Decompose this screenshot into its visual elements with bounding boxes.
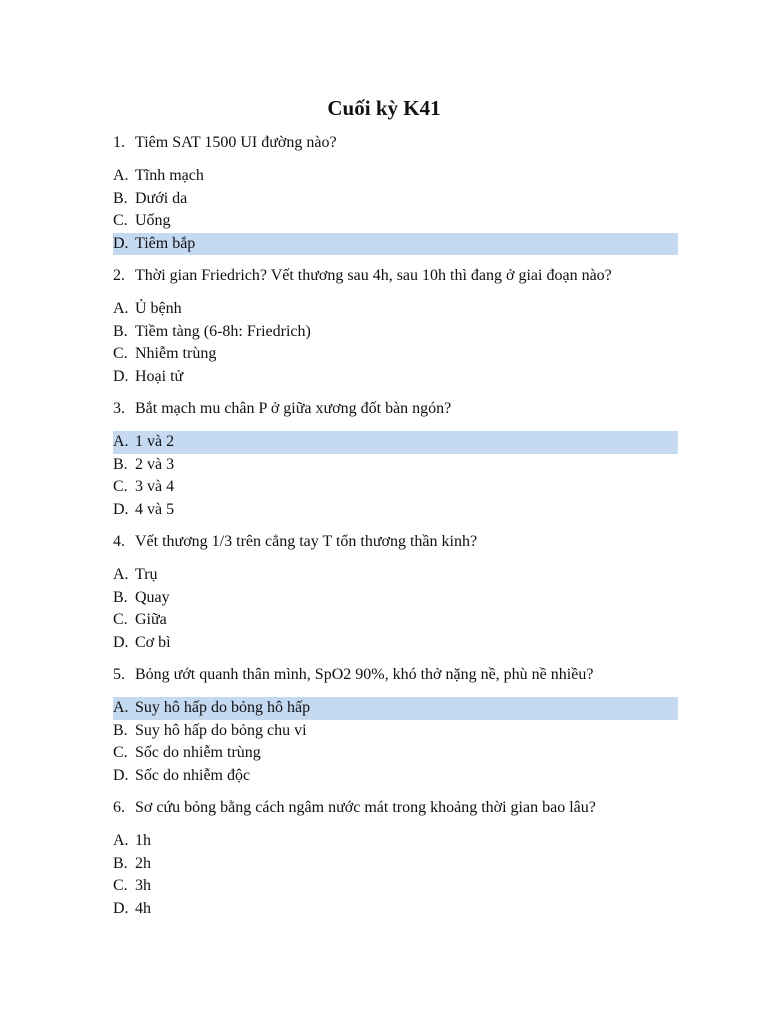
- option-d: [113, 632, 678, 655]
- option-letter: D.: [113, 367, 129, 385]
- option-a: [113, 564, 678, 587]
- option-text: Trụ: [135, 566, 158, 583]
- option-list: [113, 697, 678, 787]
- option-text: Dưới da: [135, 189, 188, 207]
- question-number: 5.: [113, 666, 125, 683]
- option-text: Nhiễm trùng: [135, 345, 217, 362]
- option-text: Cơ bì: [135, 633, 171, 651]
- option-text: Ủ bệnh: [135, 300, 182, 317]
- question-6: [113, 797, 678, 819]
- question-number: 3.: [113, 400, 125, 417]
- option-letter: A.: [113, 566, 129, 583]
- option-c: [113, 210, 678, 233]
- option-a-highlighted: [113, 697, 678, 720]
- option-d: [113, 765, 678, 788]
- option-letter: A.: [113, 433, 129, 450]
- option-letter: D.: [113, 766, 129, 784]
- option-d-highlighted: [113, 233, 678, 256]
- option-text: Tiêm bắp: [135, 234, 196, 252]
- question-block-2: [113, 265, 678, 388]
- option-c: [113, 875, 678, 898]
- option-b: [113, 587, 678, 610]
- question-number: 6.: [113, 799, 125, 816]
- option-a: [113, 165, 678, 188]
- question-text: Vết thương 1/3 trên cẳng tay T tổn thương thần kinh?: [135, 533, 478, 550]
- option-d: [113, 499, 678, 522]
- option-list: [113, 564, 678, 654]
- question-number: 2.: [113, 267, 125, 284]
- option-b: [113, 321, 678, 344]
- option-letter: D.: [113, 899, 129, 917]
- option-text: 3h: [135, 877, 151, 894]
- option-text: Tĩnh mạch: [135, 167, 204, 184]
- option-letter: C.: [113, 877, 128, 894]
- question-number: 1.: [113, 134, 125, 151]
- option-text: 2h: [135, 854, 151, 872]
- option-text: Sốc do nhiễm trùng: [135, 744, 261, 761]
- option-list: [113, 298, 678, 388]
- option-letter: B.: [113, 588, 128, 606]
- question-block-6: [113, 797, 678, 920]
- option-text: 1 và 2: [135, 433, 175, 450]
- option-letter: B.: [113, 189, 128, 207]
- question-number: 4.: [113, 533, 125, 550]
- option-letter: C.: [113, 744, 128, 761]
- option-d: [113, 898, 678, 921]
- option-letter: B.: [113, 721, 128, 739]
- question-text: Thời gian Friedrich? Vết thương sau 4h, sau 10h thì đang ở giai đoạn nào?: [135, 267, 612, 284]
- question-block-1: [113, 132, 678, 255]
- option-text: Hoại tử: [135, 367, 184, 385]
- option-b: [113, 720, 678, 743]
- option-letter: A.: [113, 832, 129, 849]
- option-a: [113, 298, 678, 321]
- option-letter: D.: [113, 633, 129, 651]
- option-letter: D.: [113, 500, 129, 518]
- option-letter: A.: [113, 167, 129, 184]
- option-letter: C.: [113, 212, 128, 229]
- option-c: [113, 742, 678, 765]
- option-text: 2 và 3: [135, 455, 175, 473]
- option-text: Sốc do nhiễm độc: [135, 766, 251, 784]
- option-text: 3 và 4: [135, 478, 175, 495]
- question-block-3: [113, 398, 678, 521]
- option-letter: C.: [113, 478, 128, 495]
- option-list: [113, 830, 678, 920]
- option-letter: B.: [113, 455, 128, 473]
- question-1: [113, 132, 678, 154]
- option-list: [113, 431, 678, 521]
- option-b: [113, 853, 678, 876]
- option-text: 4h: [135, 899, 151, 917]
- question-4: [113, 531, 678, 553]
- option-c: [113, 476, 678, 499]
- option-list: [113, 165, 678, 255]
- question-3: [113, 398, 678, 420]
- option-letter: A.: [113, 300, 129, 317]
- option-d: [113, 366, 678, 389]
- question-text: Tiêm SAT 1500 UI đường nào?: [135, 134, 337, 151]
- option-text: Quay: [135, 588, 170, 606]
- option-letter: A.: [113, 699, 129, 716]
- question-5: [113, 664, 678, 686]
- option-text: 4 và 5: [135, 500, 175, 518]
- question-2: [113, 265, 678, 287]
- question-text: Sơ cứu bỏng bằng cách ngâm nước mát trong khoảng thời gian bao lâu?: [135, 799, 596, 816]
- question-block-5: [113, 664, 678, 787]
- page-title: Cuối kỳ K41: [327, 96, 441, 120]
- option-letter: C.: [113, 611, 128, 628]
- option-a: [113, 830, 678, 853]
- option-a-highlighted: [113, 431, 678, 454]
- question-text: Bắt mạch mu chân P ở giữa xương đốt bàn ngón?: [135, 400, 452, 417]
- option-letter: C.: [113, 345, 128, 362]
- option-text: Giữa: [135, 611, 167, 628]
- option-letter: B.: [113, 854, 128, 872]
- option-text: 1h: [135, 832, 151, 849]
- option-c: [113, 343, 678, 366]
- option-b: [113, 454, 678, 477]
- option-text: Suy hô hấp do bỏng hô hấp: [135, 699, 311, 716]
- option-text: Uống: [135, 212, 171, 229]
- question-block-4: [113, 531, 678, 654]
- option-b: [113, 188, 678, 211]
- question-text: Bỏng ướt quanh thân mình, SpO2 90%, khó thở nặng nề, phù nề nhiều?: [135, 666, 594, 683]
- option-text: Tiềm tàng (6-8h: Friedrich): [135, 322, 311, 340]
- option-letter: B.: [113, 322, 128, 340]
- option-c: [113, 609, 678, 632]
- option-text: Suy hô hấp do bỏng chu vi: [135, 721, 307, 739]
- option-letter: D.: [113, 234, 129, 252]
